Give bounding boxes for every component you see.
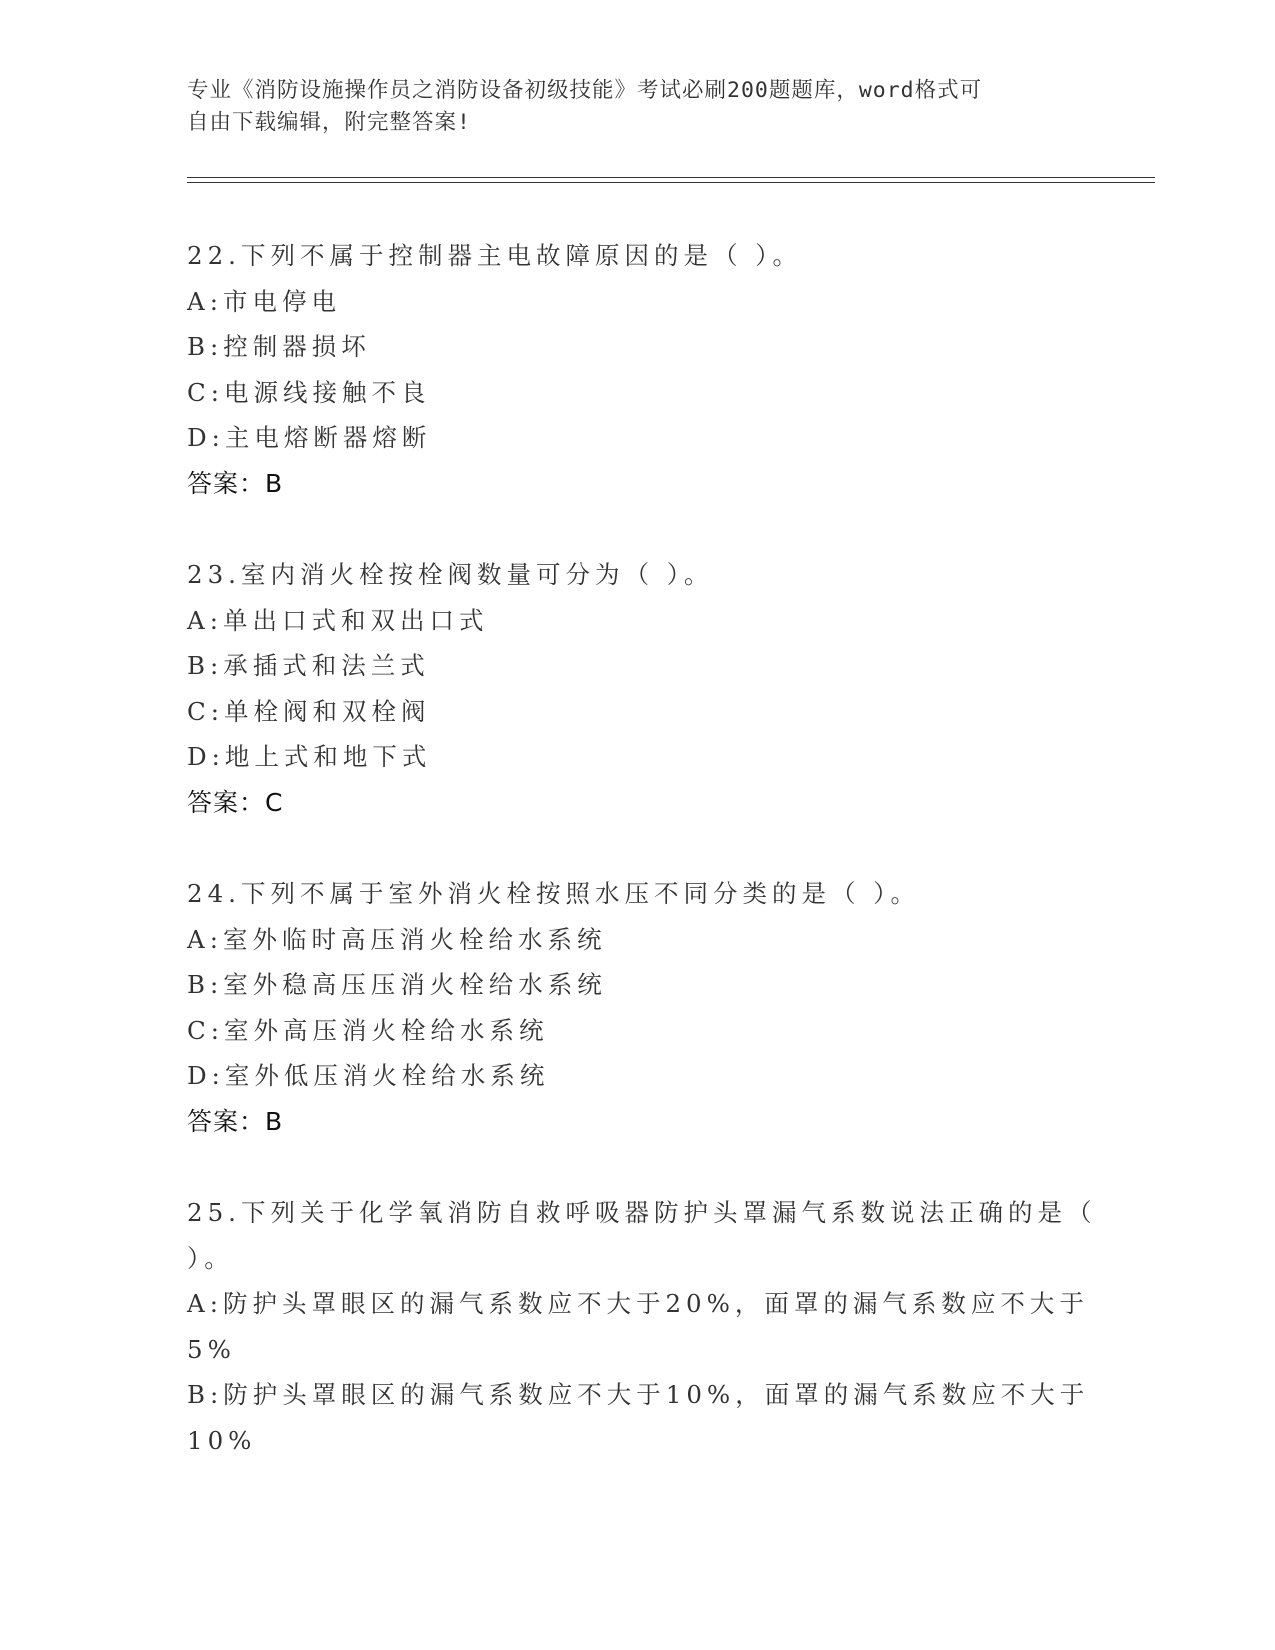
answer-label: 答案：B	[187, 468, 284, 498]
option-a: A:单出口式和双出口式	[187, 605, 489, 635]
option-a: A:室外临时高压消火栓给水系统	[187, 924, 607, 954]
option-c: C:电源线接触不良	[187, 377, 431, 407]
question-stem-line-2: ）。	[187, 1243, 234, 1273]
question-stem: 24.下列不属于室外消火栓按照水压不同分类的是（ ）。	[187, 879, 920, 908]
question-stem: 23.室内消火栓按栓阀数量可分为（ ）。	[187, 560, 714, 589]
option-d: D:地上式和地下式	[187, 742, 432, 771]
answer-label: 答案：C	[187, 787, 284, 817]
option-a-line-1: A:防护头罩眼区的漏气系数应不大于20%，面罩的漏气系数应不大于	[187, 1289, 1089, 1318]
question-23	[187, 552, 1087, 825]
document-header	[187, 75, 1087, 139]
option-b: B:控制器损坏	[187, 332, 371, 361]
option-a: A:市电停电	[187, 286, 341, 316]
option-c: C:单栓阀和双栓阀	[187, 696, 431, 726]
question-24	[187, 871, 1087, 1144]
option-c: C:室外高压消火栓给水系统	[187, 1015, 549, 1045]
option-b-line-2: 10%	[187, 1425, 257, 1455]
header-divider-bottom	[187, 182, 1155, 183]
option-b: B:室外稳高压压消火栓给水系统	[187, 970, 607, 999]
question-stem-line-1: 25.下列关于化学氧消防自救呼吸器防护头罩漏气系数说法正确的是（	[187, 1198, 1097, 1227]
option-d: D:主电熔断器熔断	[187, 423, 432, 452]
header-divider-top	[187, 177, 1155, 178]
option-d: D:室外低压消火栓给水系统	[187, 1061, 550, 1090]
option-b-line-1: B:防护头罩眼区的漏气系数应不大于10%，面罩的漏气系数应不大于	[187, 1380, 1090, 1409]
header-line-2: 自由下载编辑，附完整答案!	[187, 110, 471, 135]
question-stem: 22.下列不属于控制器主电故障原因的是（ ）。	[187, 241, 802, 270]
header-line-1: 专业《消防设施操作员之消防设备初级技能》考试必刷200题题库，word格式可	[187, 78, 983, 103]
option-a-line-2: 5%	[187, 1334, 236, 1364]
question-25	[187, 1190, 1097, 1463]
answer-label: 答案：B	[187, 1106, 284, 1136]
question-22	[187, 233, 1087, 506]
option-b: B:承插式和法兰式	[187, 651, 430, 680]
